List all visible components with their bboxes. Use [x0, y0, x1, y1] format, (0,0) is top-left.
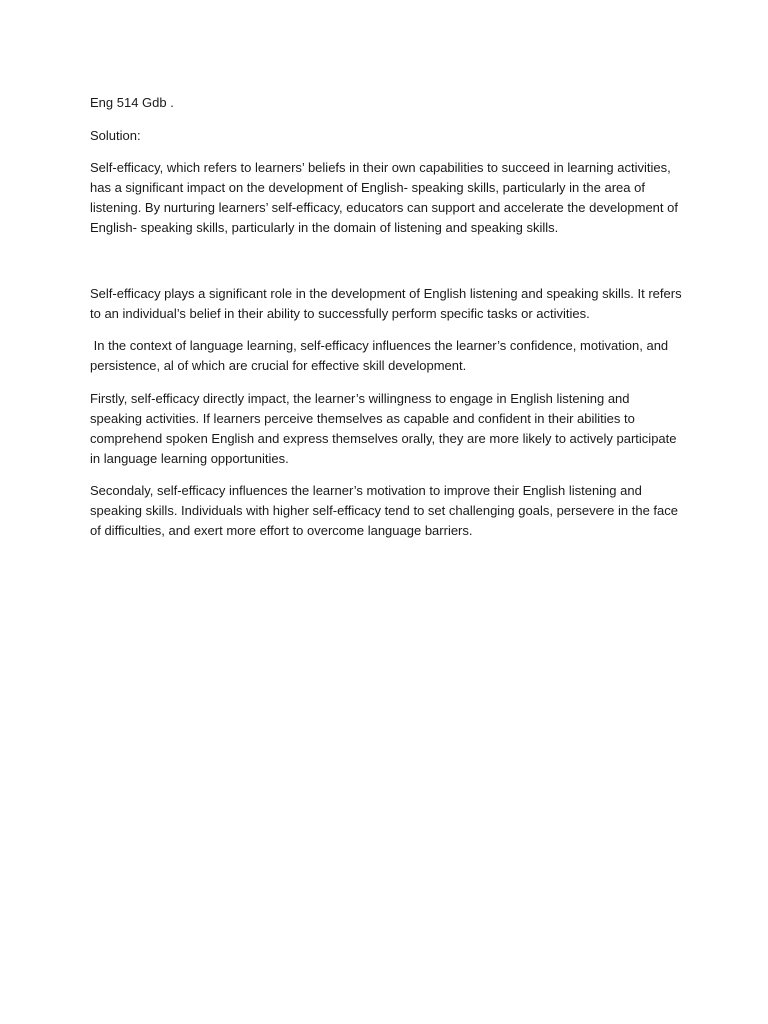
document-subheading: Solution:	[90, 127, 141, 143]
paragraph-3: In the context of language learning, self-efficacy influences the learner’s confidence, motivation, and persistence, al of which are crucial for effective skill development.	[90, 338, 672, 373]
document-body	[90, 93, 686, 554]
paragraph-4: Firstly, self-efficacy directly impact, the learner’s willingness to engage in English listening and speaking activities. If learners perceive themselves as capable and confident in their abilities to comprehend spoken English and express themselves orally, they are more likely to actively participate in language learning opportunities.	[90, 390, 681, 466]
paragraph-1: Self-efficacy, which refers to learners’ beliefs in their own capabilities to succeed in learning activities, has a significant impact on the development of English- speaking skills, particularly in the area of listening. By nurturing learners’ self-efficacy, educators can support and accelerate the development of English- speaking skills, particularly in the domain of listening and speaking skills.	[90, 160, 682, 235]
paragraph-5: Secondaly, self-efficacy influences the learner’s motivation to improve their English listening and speaking skills. Individuals with higher self-efficacy tend to set challenging goals, persevere in the face of difficulties, and exert more effort to overcome language barriers.	[90, 483, 682, 538]
document-heading: Eng 514 Gdb .	[90, 95, 174, 110]
paragraph-2: Self-efficacy plays a significant role in the development of English listening and speaking skills. It refers to an individual’s belief in their ability to successfully perform specific tasks or activities.	[90, 285, 686, 321]
paragraph-spacer	[90, 251, 682, 284]
